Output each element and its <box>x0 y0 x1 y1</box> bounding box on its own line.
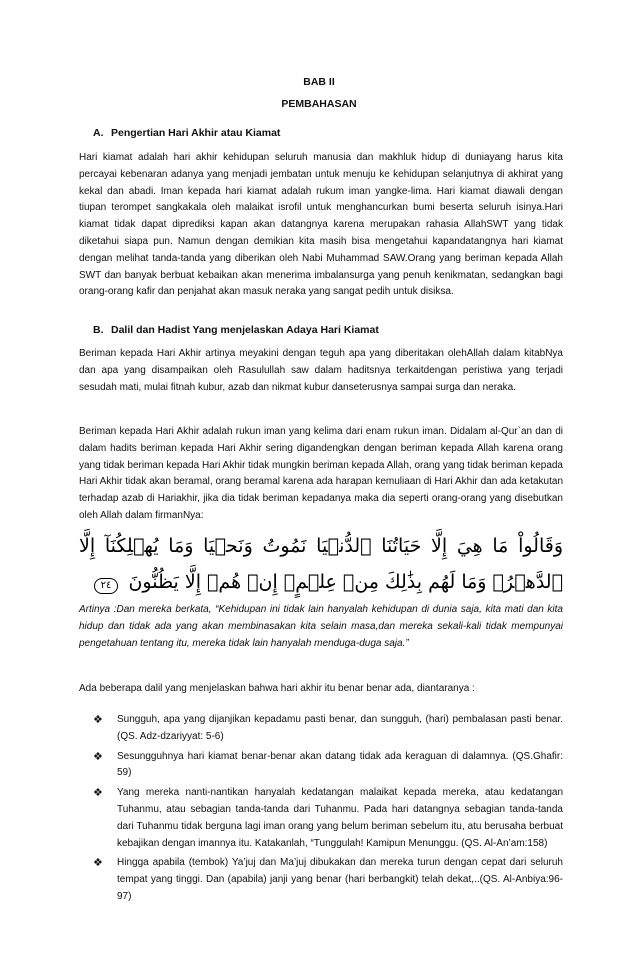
diamond-bullet-icon: ❖ <box>93 750 103 763</box>
section-b-paragraph-2: Beriman kepada Hari Akhir adalah rukun iman yang kelima dari enam rukun iman. Didalam al-Qur`an dan di dalam hadits beriman kepada Hari Akhir sering digandengkan dengan beriman kepada Allah karena orang yang tidak beriman kepada Hari Akhir tidak mungkin beriman kepada Allah, orang yang tidak beriman kepada Hari Akhir tidak akan beramal, orang beramal karena ada harapan kemuliaan di Hari Akhir dan ada ketakutan terhadap azab di Hariakhir, jika dia tidak beriman kepadanya maka dia seperti orang-orang yang disebutkan oleh Allah dalam firmanNya: <box>79 426 563 521</box>
dalil-list-item: ❖ Sungguh, apa yang dijanjikan kepadamu pasti benar, dan sungguh, (hari) pembalasan pasti benar. (QS. Adz-dzariyyat: 5-6) <box>93 714 563 742</box>
dalil-list <box>93 712 563 909</box>
quran-verse-text: وَقَالُواْ مَا هِيَ إِلَّا حَيَاتُنَا ٱلدُّنۡيَا نَمُوتُ وَنَحۡيَا وَمَا يُهۡلِكُنَآ إِلَّا ٱلدَّهۡرُۚ وَمَا لَهُم بِذَٰلِكَ مِنۡ عِلۡمٍۖ إِنۡ هُمۡ إِلَّا يَظُنُّونَ <box>79 535 563 593</box>
verse-translation: Artinya :Dan mereka berkata, “Kehidupan ini tidak lain hanyalah kehidupan di dunia saja, kita mati dan kita hidup dan tidak ada yang akan membinasakan kita selain masa,dan mereka sekali-kali tidak mempunyai pengetahuan tentang itu, mereka tidak lain hanyalah menduga-duga saja.” <box>79 604 563 649</box>
quran-verse <box>79 528 563 600</box>
chapter-number: BAB II <box>303 76 335 88</box>
section-a-title: Pengertian Hari Akhir atau Kiamat <box>111 127 281 139</box>
section-a-heading <box>93 127 280 139</box>
section-b-heading <box>93 324 379 336</box>
dalil-intro: Ada beberapa dalil yang menjelaskan bahwa hari akhir itu benar benar ada, diantaranya : <box>79 683 475 694</box>
section-b-title: Dalil dan Hadist Yang menjelaskan Adaya Hari Kiamat <box>111 324 379 336</box>
dalil-list-item: ❖ Yang mereka nanti-nantikan hanyalah kedatangan malaikat kepada mereka, atau kedatangan Tuhanmu, atau sebagian tanda-tanda dari Tuhanmu. Pada hari datangnya sebagian tanda-tanda dari Tuhanmu tidak berguna lagi iman orang yang belum beriman sebelum itu, atu berusaha berbuat kebajikan dengan imannya itu. Katakanlah, “Tunggulah! Kamipun Menunggu. (QS. Al-An’am:158) <box>93 787 563 849</box>
section-b-paragraph-1: Beriman kepada Hari Akhir artinya meyakini dengan teguh apa yang diberitakan olehAllah dalam kitabNya dan apa yang disampaikan oleh Rasulullah saw dalam haditsnya terkaitdengan peristiwa yang terjadi sesudah mati, mulai fitnah kubur, azab dan nikmat kubur danseterusnya sampai surga dan neraka. <box>79 348 563 393</box>
diamond-bullet-icon: ❖ <box>93 787 103 800</box>
chapter-title: PEMBAHASAN <box>281 98 357 110</box>
section-a-paragraph: Hari kiamat adalah hari akhir kehidupan seluruh manusia dan makhluk hidup di duniayang harus kita percayai kebenaran adanya yang menjadi jembatan untuk menuju ke kehidupan selanjutnya di akhirat yang kekal dan abadi. Iman kepada hari kiamat adalah rukum iman yangke-lima. Hari kiamat diawali dengan tiupan terompet sangkakala oleh malaikat isrofil untuk menghancurkan bumi beserta seluruh isinya.Hari kiamat tidak dapat diprediksi kapan akan datangnya karena merupakan rahasia AllahSWT yang tidak diketahui siapa pun. Namun dengan demikian kita masih bisa mengetahui kapandatangnya hari kiamat dengan melihat tanda-tanda yang diberikan oleh Nabi Muhammad SAW.Orang yang beriman kepada Allah SWT dan banyak berbuat kebaikan akan menerima imbalansurga yang penuh kenikmatan, sedangkan bagi orang-orang kafir dan penjahat akan masuk neraka yang sangat pedih untuk disiksa. <box>79 152 563 298</box>
diamond-bullet-icon: ❖ <box>93 714 103 726</box>
section-b-number: B. <box>93 324 104 336</box>
diamond-bullet-icon: ❖ <box>93 857 103 870</box>
section-a-number: A. <box>93 127 104 139</box>
verse-number-marker: ٢٤ <box>94 578 119 594</box>
dalil-list-item: ❖ Hingga apabila (tembok) Ya’juj dan Ma’juj dibukakan dan mereka turun dengan cepat dari seluruh tempat yang tinggi. Dan (apabila) janji yang benar (hari berbangkit) telah dekat,..(QS. Al-Anbiya:96-97) <box>93 857 563 902</box>
dalil-list-item: ❖ Sesungguhnya hari kiamat benar-benar akan datang tidak ada keraguan di dalamnya. (QS.Ghafir: 59) <box>93 750 563 779</box>
